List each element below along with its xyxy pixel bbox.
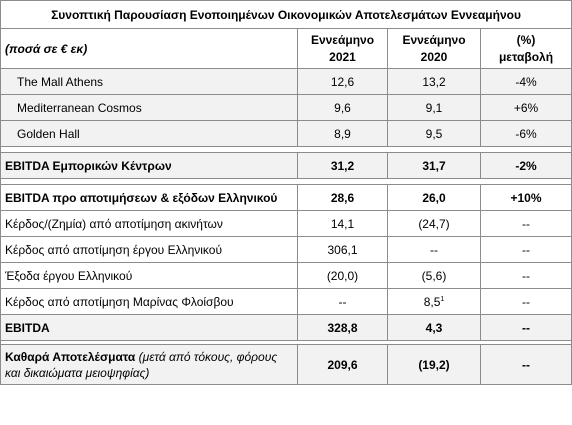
cell-2020: 31,7 xyxy=(388,153,481,179)
row-label: Mediterranean Cosmos xyxy=(1,95,298,121)
table-title: Συνοπτική Παρουσίαση Ενοποιημένων Οικονομικών Αποτελεσμάτων Εννεαμήνου xyxy=(1,1,572,29)
row-label: Κέρδος από αποτίμηση έργου Ελληνικού xyxy=(1,237,298,263)
table-row-property-valuation xyxy=(1,211,572,237)
table-row-ebitda xyxy=(1,315,572,341)
row-label: Κέρδος/(Ζημία) από αποτίμηση ακινήτων xyxy=(1,211,298,237)
row-label: Έξοδα έργου Ελληνικού xyxy=(1,263,298,289)
table-row-mediterranean-cosmos xyxy=(1,95,572,121)
cell-change: -6% xyxy=(481,121,572,147)
table-header-row xyxy=(1,29,572,69)
row-label-note: (μετά από τόκους, φόρους και δικαιώματα μειοψηφίας) xyxy=(5,349,278,380)
table-title-row xyxy=(1,1,572,29)
cell-2021: 28,6 xyxy=(298,185,388,211)
cell-2021: (20,0) xyxy=(298,263,388,289)
cell-change: -- xyxy=(481,345,572,385)
header-col-change: (%) μεταβολή xyxy=(481,29,572,69)
cell-change: +6% xyxy=(481,95,572,121)
cell-2020: -- xyxy=(388,237,481,263)
cell-change: -- xyxy=(481,263,572,289)
table-row-golden-hall xyxy=(1,121,572,147)
table-row-ebitda-malls xyxy=(1,153,572,179)
cell-2020: (24,7) xyxy=(388,211,481,237)
table-row-mall-athens xyxy=(1,69,572,95)
cell-2020: 9,5 xyxy=(388,121,481,147)
table-row-ebitda-pre-valuation xyxy=(1,185,572,211)
table-row-hellinikon-valuation xyxy=(1,237,572,263)
header-col-2020: Εννεάμηνο 2020 xyxy=(388,29,481,69)
table-row-net-results xyxy=(1,345,572,385)
cell-change: -2% xyxy=(481,153,572,179)
cell-2021: -- xyxy=(298,289,388,315)
cell-change: -- xyxy=(481,211,572,237)
cell-2021: 9,6 xyxy=(298,95,388,121)
cell-2020: 9,1 xyxy=(388,95,481,121)
cell-2020: (19,2) xyxy=(388,345,481,385)
table-row-marina-valuation xyxy=(1,289,572,315)
row-label: Κέρδος από αποτίμηση Μαρίνας Φλοίσβου xyxy=(1,289,298,315)
header-units-label: (ποσά σε € εκ) xyxy=(1,29,298,69)
header-col-2021: Εννεάμηνο 2021 xyxy=(298,29,388,69)
cell-2021: 209,6 xyxy=(298,345,388,385)
cell-2020: $8,5^1$ xyxy=(388,289,481,315)
row-label: Καθαρά Αποτελέσματα (μετά από τόκους, φόρους και δικαιώματα μειοψηφίας) xyxy=(1,345,298,385)
cell-change: -- xyxy=(481,289,572,315)
cell-change: +10% xyxy=(481,185,572,211)
footnote-marker: 1 xyxy=(440,295,445,303)
cell-2020: 26,0 xyxy=(388,185,481,211)
cell-change: -- xyxy=(481,315,572,341)
cell-2021: 14,1 xyxy=(298,211,388,237)
cell-2020: 4,3 xyxy=(388,315,481,341)
row-label: EBITDA Εμπορικών Κέντρων xyxy=(1,153,298,179)
cell-2021: 328,8 xyxy=(298,315,388,341)
row-label: EBITDA προ αποτιμήσεων & εξόδων Ελληνικού xyxy=(1,185,298,211)
table-row-hellinikon-expenses xyxy=(1,263,572,289)
cell-2021: 12,6 xyxy=(298,69,388,95)
cell-2021: 31,2 xyxy=(298,153,388,179)
cell-2020: 13,2 xyxy=(388,69,481,95)
cell-2021: 306,1 xyxy=(298,237,388,263)
cell-2020: (5,6) xyxy=(388,263,481,289)
row-label: Golden Hall xyxy=(1,121,298,147)
row-label: EBITDA xyxy=(1,315,298,341)
cell-change: -- xyxy=(481,237,572,263)
cell-change: -4% xyxy=(481,69,572,95)
cell-2021: 8,9 xyxy=(298,121,388,147)
row-label: The Mall Athens xyxy=(1,69,298,95)
